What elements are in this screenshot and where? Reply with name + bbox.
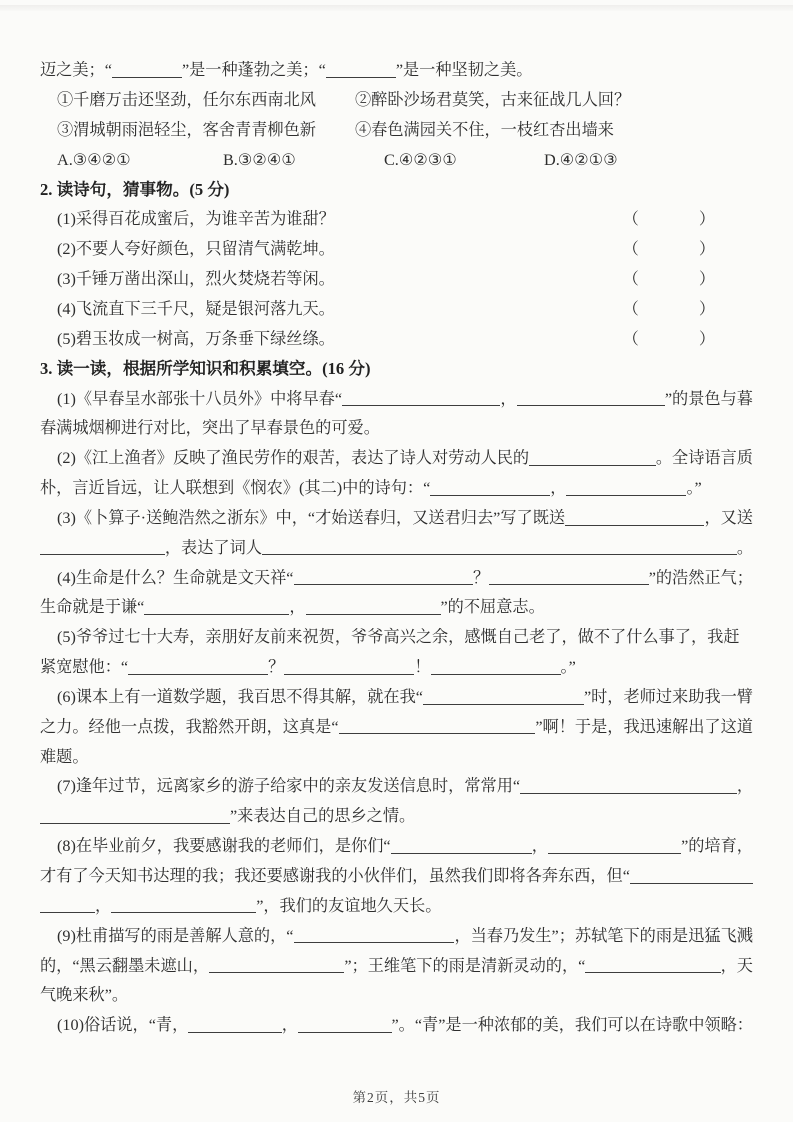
q3-item-3-line-1 (40, 498, 753, 528)
blank-underline (128, 670, 268, 675)
q3-item-1-line-1 (40, 378, 753, 408)
question-3 (40, 348, 753, 1034)
text-run: ） (698, 210, 715, 229)
question-2 (40, 169, 753, 348)
blank-underline (326, 73, 396, 78)
text-run: ①千磨万击还坚劲，任尔东西南北风 (57, 91, 316, 110)
text-run: (1)采得百花成蜜后，为谁辛苦为谁甜？ (57, 210, 335, 229)
blank-underline (40, 819, 230, 824)
blank-underline (630, 879, 753, 884)
text-run: ，天 (720, 956, 753, 975)
blank-underline (517, 401, 665, 406)
text-run: ”来表达自己的思乡之情。 (230, 807, 416, 826)
text-run: （ (622, 210, 639, 229)
q2-item-1 (40, 199, 753, 229)
question-1-continuation (40, 50, 753, 169)
text-run: 紧宽慰他：“ (40, 658, 129, 677)
text-run: (8)在毕业前夕，我要感谢我的老师们，是你们“ (57, 837, 391, 856)
text-run: 。” (560, 658, 576, 677)
blank-underline (262, 550, 737, 555)
text-run: ， (736, 777, 753, 796)
text-run: ） (698, 299, 715, 318)
q3-item-9-line-3 (40, 975, 753, 1005)
text-run: ”的景色与暮 (664, 389, 753, 408)
q3-item-8-line-2 (40, 856, 753, 886)
text-run: ②醉卧沙场君莫笑，古来征战几人回？ (355, 91, 631, 110)
q3-item-6-line-3 (40, 736, 753, 766)
text-run: (7)逢年过节，远离家乡的游子给家中的亲友发送信息时，常常用“ (57, 777, 521, 796)
q1-answer-options (40, 140, 753, 170)
page-footer (0, 1086, 793, 1106)
text-run: ”。“青”是一种浓郁的美，我们可以在诗歌中领略： (391, 1016, 753, 1035)
text-run: 迈之美；“ (40, 61, 112, 80)
exam-page-content (40, 50, 753, 1035)
text-run: 的，“黑云翻墨未遮山， (40, 956, 210, 975)
blank-underline (548, 849, 681, 854)
blank-underline (431, 670, 561, 675)
text-run: (4)飞流直下三千尺，疑是银河落九天。 (57, 299, 335, 318)
blank-underline (298, 1028, 392, 1033)
text-run: 。 (736, 538, 753, 557)
q3-item-7-line-2 (40, 796, 753, 826)
blank-underline (112, 73, 182, 78)
text-run: 之力。经他一点拨，我豁然开朗，这真是“ (40, 717, 339, 736)
page-number: 第2页，共5页 (352, 1090, 441, 1105)
blank-underline (342, 401, 500, 406)
q3-item-6-line-2 (40, 707, 753, 737)
q3-item-2-line-2 (40, 468, 753, 498)
blank-underline (391, 849, 532, 854)
blank-underline (430, 491, 550, 496)
q3-item-6-line-1 (40, 677, 753, 707)
blank-underline (294, 938, 455, 943)
text-run: ③渭城朝雨浥轻尘，客舍青青柳色新 (57, 120, 316, 139)
text-run: ， (550, 479, 567, 498)
q3-item-5-line-2 (40, 647, 753, 677)
text-run: ”的浩然正气； (648, 568, 753, 587)
q2-item-5 (40, 319, 753, 349)
text-run: ，当春乃发生”；苏轼笔下的雨是迅猛飞溅 (454, 926, 753, 945)
q3-item-7-line-1 (40, 766, 753, 796)
text-run: (2)《江上渔者》反映了渔民劳作的艰苦，表达了诗人对劳动人民的 (57, 449, 530, 468)
q2-item-4 (40, 289, 753, 319)
text-run: 。” (686, 479, 702, 498)
answer-brackets (623, 240, 715, 259)
text-run: ， (281, 1016, 298, 1035)
answer-brackets (623, 210, 715, 229)
text-run: ， (95, 896, 112, 915)
text-run: 3. 读一读，根据所学知识和积累填空。(16 分) (40, 359, 371, 379)
q2-item-3 (40, 259, 753, 289)
blank-underline (423, 700, 584, 705)
blank-underline (520, 789, 737, 794)
text-run: ”时，老师过来助我一臂 (583, 687, 753, 706)
text-run: 。全诗语言质 (655, 449, 753, 468)
text-run: 春满城烟柳进行对比，突出了早春景色的可爱。 (40, 419, 380, 438)
text-run: (6)课本上有一道数学题，我百思不得其解，就在我“ (57, 687, 423, 706)
q3-item-9-line-1 (40, 915, 753, 945)
blank-underline (209, 968, 344, 973)
blank-underline (40, 908, 95, 913)
text-run: (5)爷爷过七十大寿，亲朋好友前来祝贺，爷爷高兴之余，感慨自己老了，做不了什么事了，我赶 (57, 628, 740, 647)
text-run: ） (698, 240, 715, 259)
blank-underline (339, 729, 536, 734)
text-run: (5)碧玉妆成一树高，万条垂下绿丝绦。 (57, 329, 335, 348)
q3-heading (40, 348, 753, 378)
blank-underline (294, 580, 474, 585)
text-run: 生命就是于谦“ (40, 598, 145, 617)
text-run: (3)千锤万凿出深山，烈火焚烧若等闲。 (57, 270, 335, 289)
q3-item-8-line-1 (40, 826, 753, 856)
text-run: (3)《卜算子·送鲍浩然之浙东》中，“才始送春归，又送君归去”写了既送 (57, 508, 566, 527)
text-run: D.④②①③ (544, 150, 618, 169)
q1-choice-pair-2 (40, 110, 753, 140)
text-run: (2)不要人夸好颜色，只留清气满乾坤。 (57, 240, 335, 259)
text-run: ） (698, 329, 715, 348)
q3-item-3-line-2 (40, 528, 753, 558)
q3-item-2-line-1 (40, 438, 753, 468)
text-run: ？ (268, 658, 285, 677)
text-run: ”啊！于是，我迅速解出了这道 (535, 717, 753, 736)
text-run: ， (289, 598, 306, 617)
blank-underline (585, 968, 720, 973)
answer-brackets (623, 270, 715, 289)
text-run: 难题。 (40, 747, 89, 766)
q1-stem-continuation (40, 50, 753, 80)
text-run: A.③④②① (57, 150, 131, 169)
blank-underline (566, 491, 686, 496)
text-run: ”是一种蓬勃之美；“ (181, 61, 326, 80)
q3-item-9-line-2 (40, 945, 753, 975)
blank-underline (565, 521, 704, 526)
q3-item-8-line-3 (40, 886, 753, 916)
text-run: C.④②③① (384, 150, 457, 169)
blank-underline (40, 550, 165, 555)
q3-item-1-line-2 (40, 408, 753, 438)
text-run: (4)生命是什么？生命就是文天祥“ (57, 568, 294, 587)
text-run: ”的不屈意志。 (440, 598, 545, 617)
text-run: ”是一种坚韧之美。 (395, 61, 533, 80)
blank-underline (306, 610, 441, 615)
answer-brackets (623, 330, 715, 349)
text-run: 气晚来秋”。 (40, 986, 129, 1005)
text-run: （ (622, 329, 639, 348)
text-run: ”；王维笔下的雨是清新灵动的，“ (344, 956, 586, 975)
blank-underline (144, 610, 289, 615)
text-run: 朴，言近旨远，让人联想到《悯农》(其二)中的诗句：“ (40, 479, 431, 498)
text-run: 才有了今天知书达理的我；我还要感谢我的小伙伴们，虽然我们即将各奔东西，但“ (40, 867, 630, 885)
text-run: ”的培育， (681, 837, 753, 856)
text-run: B.③②④① (223, 150, 296, 169)
q3-item-5-line-1 (40, 617, 753, 647)
text-run: ④春色满园关不住，一枝红杏出墙来 (355, 120, 614, 139)
text-run: (10)俗话说，“青， (57, 1016, 189, 1035)
text-run: ”，我们的友谊地久天长。 (256, 896, 442, 915)
text-run: 2. 读诗句，猜事物。(5 分) (40, 180, 230, 200)
q3-item-4-line-2 (40, 587, 753, 617)
q3-item-10-line-1 (40, 1005, 753, 1035)
blank-underline (529, 461, 656, 466)
text-run: ） (698, 270, 715, 289)
q3-item-4-line-1 (40, 557, 753, 587)
text-run: ，又送 (704, 508, 753, 527)
blank-underline (188, 1028, 282, 1033)
text-run: ， (500, 389, 517, 408)
text-run: (1)《早春呈水部张十八员外》中将早春“ (57, 389, 343, 408)
text-run: （ (622, 299, 639, 318)
text-run: ？ (473, 568, 490, 587)
blank-underline (284, 670, 414, 675)
text-run: (9)杜甫描写的雨是善解人意的，“ (57, 926, 294, 945)
text-run: ， (531, 837, 548, 856)
text-run: （ (622, 270, 639, 289)
q1-choice-pair-1 (40, 80, 753, 110)
q2-item-2 (40, 229, 753, 259)
text-run: （ (622, 240, 639, 259)
q2-heading (40, 169, 753, 199)
scan-artifact-top (0, 5, 793, 11)
text-run: ，表达了词人 (164, 538, 262, 557)
blank-underline (111, 908, 256, 913)
text-run: ！ (414, 658, 431, 677)
blank-underline (489, 580, 649, 585)
answer-brackets (623, 300, 715, 319)
